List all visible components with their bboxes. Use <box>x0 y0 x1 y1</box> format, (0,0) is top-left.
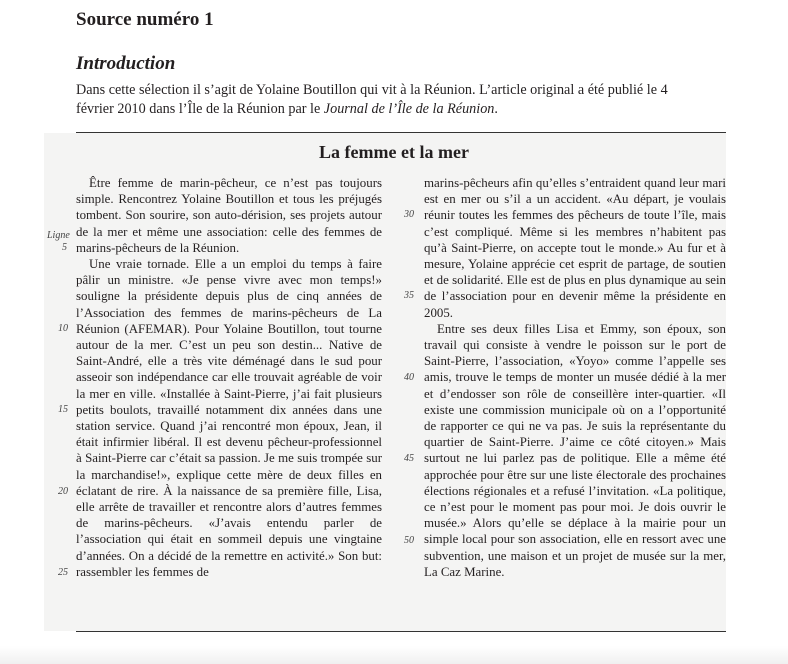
intro-text <box>76 81 676 119</box>
line-number: 15 <box>58 404 68 415</box>
paragraph: Entre ses deux filles Lisa et Emmy, son époux, son travail qui consiste à vendre le poisson sur le port de Saint-Pierre, l’association, «Yoyo» comme l’appelle ses amis, trouve le temps de monter un musée dédié à la mer et d’endosser son rôle de conseillère inter-quartier. «Il existe une commission municipale où on a l’opportunité de rapporter ce qui ne va pas. Je suis la représentante du quartier de Saint-Pierre. J’aime ce côté citoyen.» Mais surtout ne lui parlez pas de politique. Elle a même été approchée pour être sur une liste électorale des prochaines élections régionales et a refusé l’invitation. «La politique, ce n’est pour le moment pas pour moi. Je dois ouvrir le musée.» Alors qu’elle se déplace à la mairie pour un simple local pour son association, elle en ressort avec une subvention, une maison et un projet de musée sur la mer, La Caz Marine. <box>424 321 726 579</box>
line-number: 25 <box>58 567 68 578</box>
bottom-rule <box>76 631 726 632</box>
line-label: Ligne <box>47 230 70 241</box>
page-edge-shadow <box>0 646 788 664</box>
line-number: 10 <box>58 323 68 334</box>
article-title: La femme et la mer <box>319 142 469 162</box>
journal-name: Journal de l’Île de la Réunion <box>323 101 495 117</box>
line-number: 35 <box>404 290 414 301</box>
article-column-right <box>424 175 726 580</box>
paragraph: Une vraie tornade. Elle a un emploi du temps à faire pâlir un ministre. «Je pense vivre avec mon temps!» souligne la présidente depuis plus de cinq années de l’Association des femmes de marins-pêcheurs de La Réunion (AFEMAR). Pour Yolaine Boutillon, tout tourne autour de la mer. C’est un peu son destin... Native de Saint-André, elle a très vite déménagé dans le sud pour asseoir son indépendance car elle trouvait agréable de voir la mer en ville. «Installée à Saint-Pierre, j’ai fait plusieurs petits boulots, travaillé notamment dix années dans une station service. Quand j’ai rencontré mon époux, Jean, il était infirmier libéral. Il est devenu pêcheur-professionnel à Saint-Pierre car c’était sa passion. Je me suis trompée sur la marchandise!», explique cette mère de deux filles en éclatant de rire. À la naissance de sa première fille, Lisa, elle arrête de travailler et rencontre alors d’autres femmes de marins-pêcheurs. «J’avais entendu parler de l’association qui était en sommeil depuis une vingtaine d’années. On a décidé de la remettre en activité.» Son but: rassembler les femmes de <box>76 257 382 579</box>
line-number: 5 <box>62 242 67 253</box>
line-number: 50 <box>404 535 414 546</box>
line-number: 40 <box>404 372 414 383</box>
source-title: Source numéro 1 <box>76 9 214 30</box>
paragraph: Être femme de marin-pêcheur, ce n’est pas toujours simple. Rencontrez Yolaine Boutillon et tous les préjugés tombent. Son sourire, son auto-dérision, ses projets autour de la mer et même une association: celle des femmes de marins-pêcheurs de la Réunion. <box>76 176 382 255</box>
intro-text-before: Dans cette sélection il s’agit de Yolaine Boutillon qui vit à la Réunion. L’article original a été publié le 4 février 2010 dans l’Île de la Réunion par le <box>76 82 668 117</box>
paragraph: marins-pêcheurs afin qu’elles s’entraident quand leur mari est en mer ou s’il a un accident. «Au départ, je voulais réunir toutes les femmes des pêcheurs de toute l’île, mais c’est compliqué. Même si les membres n’habitent pas qu’à Saint-Pierre, on accepte tout le monde.» Au fur et à mesure, Yolaine apprécie cet esprit de partage, de soutien et de solidarité. Elle est de plus en plus dynamique au sein de l’association pour en devenir même la présidente en 2005. <box>424 176 726 320</box>
intro-text-after: . <box>494 101 498 117</box>
line-number: 45 <box>404 453 414 464</box>
intro-heading: Introduction <box>76 53 176 74</box>
line-number: 30 <box>404 209 414 220</box>
article-column-left <box>76 175 382 580</box>
line-number: 20 <box>58 486 68 497</box>
